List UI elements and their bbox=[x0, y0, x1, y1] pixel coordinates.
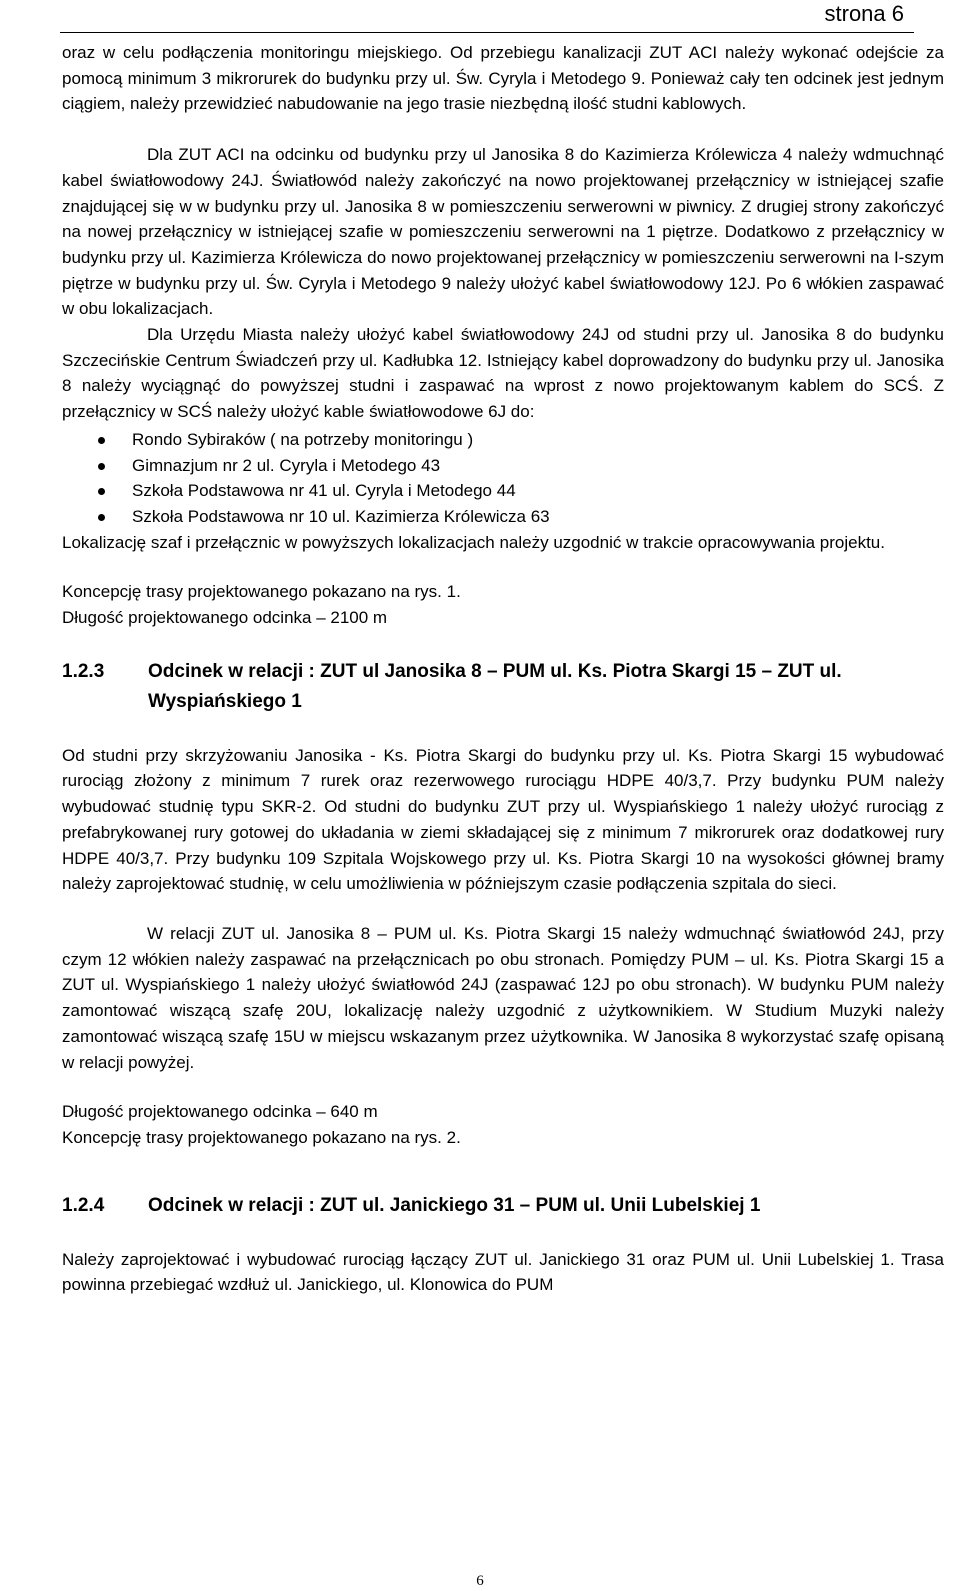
bullet-list bbox=[62, 427, 944, 530]
section-number: 1.2.4 bbox=[62, 1194, 105, 1216]
page-number: 6 bbox=[476, 1573, 484, 1589]
paragraph: oraz w celu podłączenia monitoringu miejskiego. Od przebiegu kanalizacji ZUT ACI należy wykonać odejście za pomocą minimum 3 mikrorurek do budynku przy ul. Św. Cyryla i Metodego 9. Ponieważ cały ten odcinek jest jednym ciągiem, należy przewidzieć nabudowanie na jego trasie niezbędną ilość studni kablowych. bbox=[62, 43, 944, 114]
bullet-icon bbox=[98, 437, 105, 444]
paragraph: Dla Urzędu Miasta należy ułożyć kabel światłowodowy 24J od studni przy ul. Janosika 8 do budynku Szczecińskie Centrum Świadczeń przy ul. Kadłubka 12. Istniejący kabel doprowadzony do budynku przy ul. Janosika 8 należy wyciągnąć do powyższej studni i zaspawać na wprost z nowo projektowanym kablem do SCŚ. Z przełącznicy w SCŚ należy ułożyć kable światłowodowe 6J do: bbox=[62, 325, 944, 422]
list-item: Gimnazjum nr 2 ul. Cyryla i Metodego 43 bbox=[62, 453, 944, 479]
paragraph: Długość projektowanego odcinka – 2100 m bbox=[62, 608, 388, 628]
section-number: 1.2.3 bbox=[62, 660, 105, 682]
paragraph: W relacji ZUT ul. Janosika 8 – PUM ul. Ks. Piotra Skargi 15 należy wdmuchnąć światłowód 24J, przy czym 12 włókien należy zaspawać na przełącznicach po obu stronach. Pomiędzy PUM – ul. Ks. Piotra Skargi 15 a ZUT ul. Wyspiańskiego 1 należy ułożyć światłowód 24J (zaspawać 12J po obu stronach). W budynku PUM należy zamontować wiszącą szafę 20U, lokalizację należy uzgodnić z użytkownikiem. W Studium Muzyki należy zamontować wiszącą szafę 15U w miejscu wskazanym przez użytkownika. W Janosika 8 wykorzystać szafę opisaną w relacji powyżej. bbox=[62, 923, 944, 1072]
paragraph: Lokalizację szaf i przełącznic w powyższych lokalizacjach należy uzgodnić w trakcie opracowywania projektu. bbox=[62, 532, 885, 552]
paragraph: Od studni przy skrzyżowaniu Janosika - Ks. Piotra Skargi do budynku przy ul. Ks. Piotra Skargi 15 wybudować rurociąg złożony z minimum 7 rurek oraz rezerwowego rurociągu HDPE 40/3,7. Przy budynku PUM należy wybudować studnię typu SKR-2. Od studni do budynku ZUT przy ul. Wyspiańskiego 1 należy ułożyć rurociąg z prefabrykowanej rury gotowej do układania w ziemi składającej się z minimum 7 mikrorurek oraz dodatkowej rury HDPE 40/3,7. Przy budynku 109 Szpitala Wojskowego przy ul. Ks. Piotra Skargi 10 na wysokości głównej bramy należy zaprojektować studnię, w celu umożliwienia w późniejszym czasie podłączenia szpitala do sieci. bbox=[62, 745, 944, 894]
bullet-icon bbox=[98, 514, 105, 521]
bullet-icon bbox=[98, 488, 105, 495]
list-item: Rondo Sybiraków ( na potrzeby monitoringu ) bbox=[62, 427, 944, 453]
list-item: Szkoła Podstawowa nr 10 ul. Kazimierza Królewicza 63 bbox=[62, 504, 944, 530]
document-body bbox=[62, 40, 944, 1298]
section-title: Odcinek w relacji : ZUT ul. Janickiego 31 – PUM ul. Unii Lubelskiej 1 bbox=[148, 1194, 761, 1216]
header-divider bbox=[60, 32, 914, 33]
paragraph: Należy zaprojektować i wybudować rurociąg łączący ZUT ul. Janickiego 31 oraz PUM ul. Unii Lubelskiej 1. Trasa powinna przebiegać wzdłuż ul. Janickiego, ul. Klonowica do PUM bbox=[62, 1249, 944, 1295]
paragraph: Dla ZUT ACI na odcinku od budynku przy ul Janosika 8 do Kazimierza Królewicza 4 należy wdmuchnąć kabel światłowodowy 24J. Światłowód należy zakończyć na nowo projektowanej przełącznicy w istniejącej szafie znajdującej się w w budynku przy ul. Janosika 8 w pomieszczeniu serwerowni w piwnicy. Z drugiej strony zakończyć na nowej przełącznicy w istniejącej szafie w pomieszczeniu serwerowni na 1 piętrze. Dodatkowo z przełącznicy w budynku przy ul. Kazimierza Królewicza do nowo projektowanej przełącznicy w pomieszczeniu serwerowni na I-szym piętrze w budynku przy ul. Św. Cyryla i Metodego 9 należy ułożyć kabel światłowodowy 12J. Po 6 włókien zaspawać w obu lokalizacjach. bbox=[62, 145, 944, 319]
paragraph: Długość projektowanego odcinka – 640 m bbox=[62, 1102, 378, 1122]
paragraph: Koncepcję trasy projektowanego pokazano na rys. 1. bbox=[62, 582, 461, 602]
section-heading bbox=[62, 1191, 944, 1221]
paragraph: Koncepcję trasy projektowanego pokazano na rys. 2. bbox=[62, 1127, 461, 1147]
page-header-label: strona 6 bbox=[824, 1, 904, 26]
section-heading bbox=[62, 657, 944, 717]
list-item: Szkoła Podstawowa nr 41 ul. Cyryla i Metodego 44 bbox=[62, 478, 944, 504]
section-title: Odcinek w relacji : ZUT ul Janosika 8 – PUM ul. Ks. Piotra Skargi 15 – ZUT ul. Wyspiańskiego 1 bbox=[148, 660, 842, 712]
bullet-icon bbox=[98, 463, 105, 470]
